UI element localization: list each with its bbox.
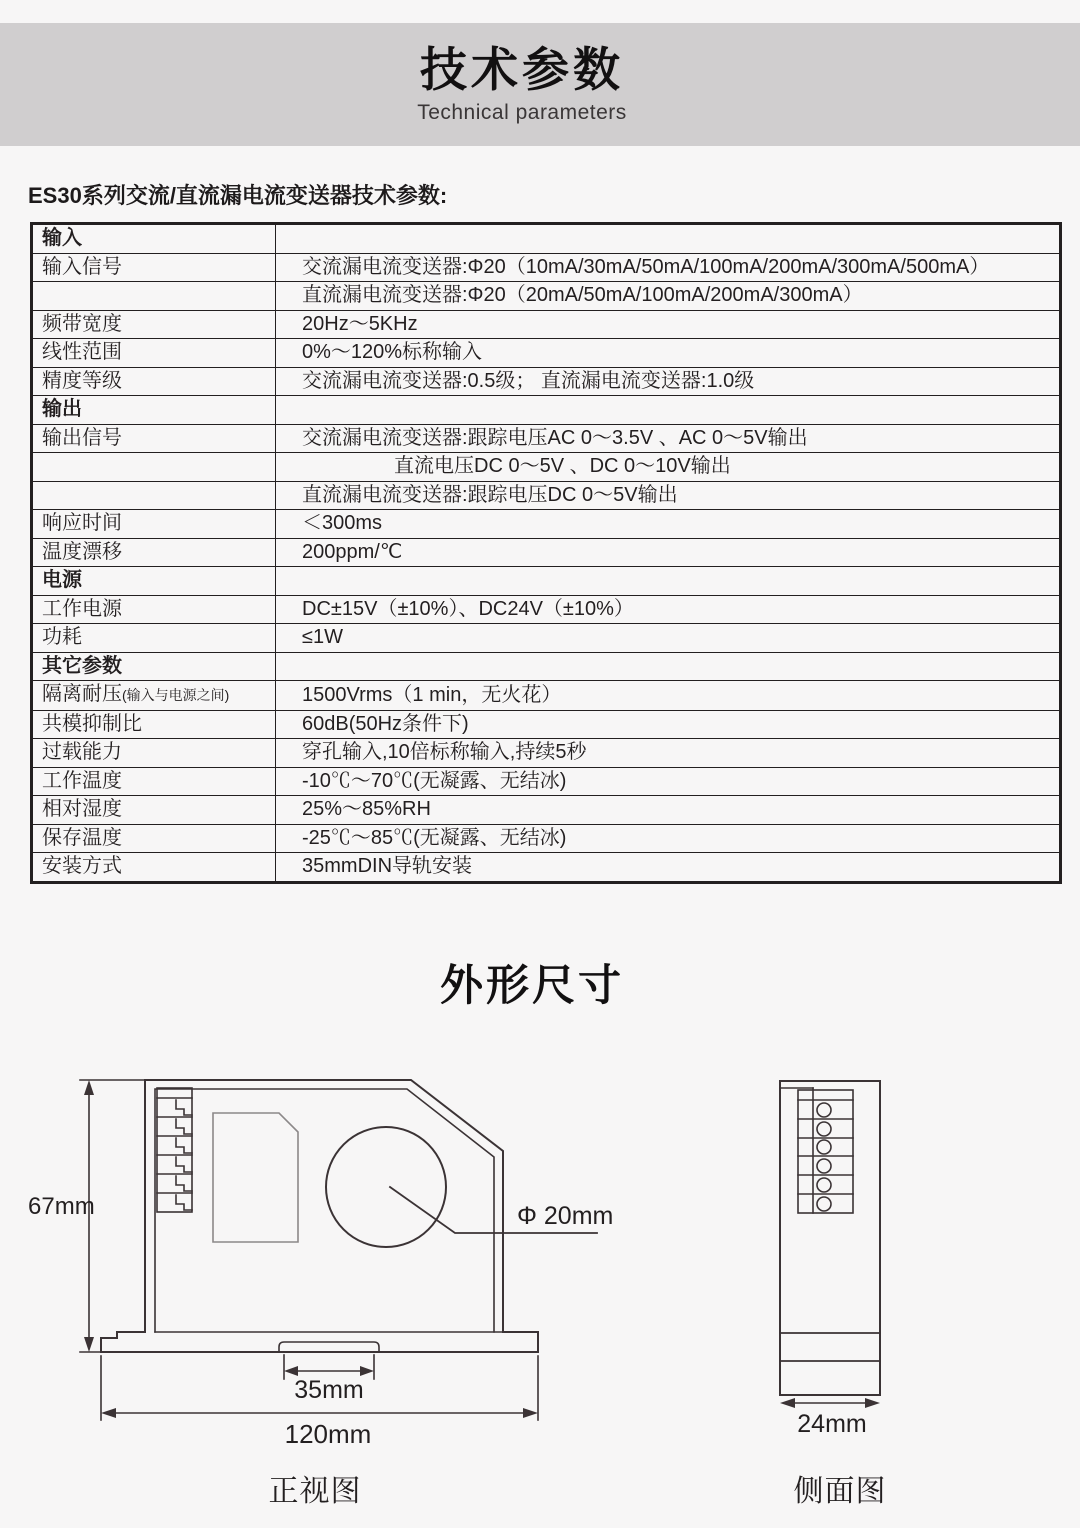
spec-label-cell: 输入信号 — [32, 253, 276, 282]
spec-label-cell: 其它参数 — [32, 652, 276, 681]
spec-value-cell: 交流漏电流变送器:0.5级； 直流漏电流变送器:1.0级 — [276, 367, 1061, 396]
spec-label-cell: 功耗 — [32, 624, 276, 653]
spec-value-cell: ＜300ms — [276, 510, 1061, 539]
spec-value-cell — [276, 567, 1061, 596]
spec-row — [32, 796, 1061, 825]
spec-value-cell: 35mmDIN导轨安装 — [276, 853, 1061, 883]
spec-row — [32, 424, 1061, 453]
spec-value-cell: 交流漏电流变送器:Φ20（10mA/30mA/50mA/100mA/200mA/300mA/500mA） — [276, 253, 1061, 282]
spec-label-cell: 温度漂移 — [32, 538, 276, 567]
side-width-dim-label: 24mm — [797, 1410, 867, 1438]
spec-row — [32, 767, 1061, 796]
spec-value-cell: 20Hz～5KHz — [276, 310, 1061, 339]
front-hole-dim-label: Φ 20mm — [517, 1202, 614, 1230]
spec-row — [32, 624, 1061, 653]
spec-label-cell: 电源 — [32, 567, 276, 596]
header-band — [0, 23, 1080, 146]
spec-label-cell — [32, 453, 276, 482]
spec-row — [32, 481, 1061, 510]
spec-value-cell: 直流漏电流变送器:跟踪电压DC 0～5V输出 — [276, 481, 1061, 510]
spec-row — [32, 510, 1061, 539]
spec-row — [32, 339, 1061, 368]
spec-label-cell: 输出 — [32, 396, 276, 425]
side-terminal-block — [798, 1088, 853, 1213]
spec-row — [32, 824, 1061, 853]
spec-row — [32, 710, 1061, 739]
spec-row — [32, 453, 1061, 482]
spec-row — [32, 282, 1061, 311]
spec-value-cell: 0%～120%标称输入 — [276, 339, 1061, 368]
front-view-caption: 正视图 — [268, 1475, 362, 1508]
spec-row — [32, 681, 1061, 711]
spec-value-cell — [276, 652, 1061, 681]
spec-value-cell: 交流漏电流变送器:跟踪电压AC 0～3.5V 、AC 0～5V输出 — [276, 424, 1061, 453]
page-title: 技术参数 — [420, 42, 624, 96]
spec-label-cell: 隔离耐压(输入与电源之间) — [32, 681, 276, 711]
spec-value-cell: ≤1W — [276, 624, 1061, 653]
spec-value-cell: 25%～85%RH — [276, 796, 1061, 825]
spec-value-cell — [276, 224, 1061, 254]
spec-section-row — [32, 567, 1061, 596]
spec-label-cell: 共模抑制比 — [32, 710, 276, 739]
spec-label-cell: 过载能力 — [32, 739, 276, 768]
front-height-dim-label: 67mm — [28, 1193, 95, 1220]
spec-label-note: (输入与电源之间) — [122, 687, 230, 703]
spec-row — [32, 367, 1061, 396]
spec-value-cell: -10℃～70℃(无凝露、无结冰) — [276, 767, 1061, 796]
series-intro: ES30系列交流/直流漏电流变送器技术参数: — [28, 183, 448, 208]
side-view-drawing — [780, 1081, 880, 1438]
spec-label-cell: 保存温度 — [32, 824, 276, 853]
front-body-outline — [145, 1080, 503, 1332]
side-view-caption: 侧面图 — [793, 1475, 887, 1508]
spec-label-cell: 安装方式 — [32, 853, 276, 883]
side-base-lines — [780, 1333, 880, 1361]
front-view-drawing — [28, 1080, 613, 1449]
front-slot-dim-label: 35mm — [294, 1376, 364, 1404]
front-terminal-block — [157, 1088, 192, 1212]
page-subtitle: Technical parameters — [417, 101, 627, 125]
front-label-plate — [213, 1113, 298, 1242]
spec-label-cell: 工作温度 — [32, 767, 276, 796]
spec-table-body — [32, 224, 1061, 883]
spec-value-cell: 60dB(50Hz条件下) — [276, 710, 1061, 739]
spec-label-cell: 响应时间 — [32, 510, 276, 539]
spec-section-row — [32, 224, 1061, 254]
spec-value-cell: 直流漏电流变送器:Φ20（20mA/50mA/100mA/200mA/300mA） — [276, 282, 1061, 311]
spec-value-cell — [276, 396, 1061, 425]
spec-value-cell: 直流电压DC 0～5V 、DC 0～10V输出 — [276, 453, 1061, 482]
spec-row — [32, 253, 1061, 282]
spec-section-row — [32, 396, 1061, 425]
spec-label-cell — [32, 282, 276, 311]
spec-label-cell: 线性范围 — [32, 339, 276, 368]
front-base — [101, 1332, 538, 1352]
spec-row — [32, 853, 1061, 883]
front-hole-circle — [326, 1127, 446, 1247]
dimension-drawings — [0, 1040, 1080, 1510]
spec-value-cell: DC±15V（±10%）、DC24V（±10%） — [276, 595, 1061, 624]
spec-label-cell — [32, 481, 276, 510]
spec-value-cell: 穿孔输入,10倍标称输入,持续5秒 — [276, 739, 1061, 768]
side-body-outline — [780, 1081, 880, 1395]
spec-label-cell: 输出信号 — [32, 424, 276, 453]
spec-label-cell: 精度等级 — [32, 367, 276, 396]
side-width-dimension — [780, 1398, 880, 1408]
spec-value-cell: 200ppm/℃ — [276, 538, 1061, 567]
dimensions-title: 外形尺寸 — [440, 962, 624, 1010]
spec-row — [32, 739, 1061, 768]
spec-label-cell: 输入 — [32, 224, 276, 254]
spec-row — [32, 310, 1061, 339]
spec-label-cell: 工作电源 — [32, 595, 276, 624]
front-body-inner-line — [155, 1089, 494, 1332]
spec-section-row — [32, 652, 1061, 681]
spec-table — [30, 222, 1062, 884]
spec-value-cell: -25℃～85℃(无凝露、无结冰) — [276, 824, 1061, 853]
spec-row — [32, 538, 1061, 567]
spec-label-cell: 频带宽度 — [32, 310, 276, 339]
header-inner — [417, 44, 627, 126]
front-width-dim-label: 120mm — [284, 1419, 372, 1449]
spec-value-cell: 1500Vrms（1 min，无火花） — [276, 681, 1061, 711]
spec-row — [32, 595, 1061, 624]
spec-label-cell: 相对湿度 — [32, 796, 276, 825]
